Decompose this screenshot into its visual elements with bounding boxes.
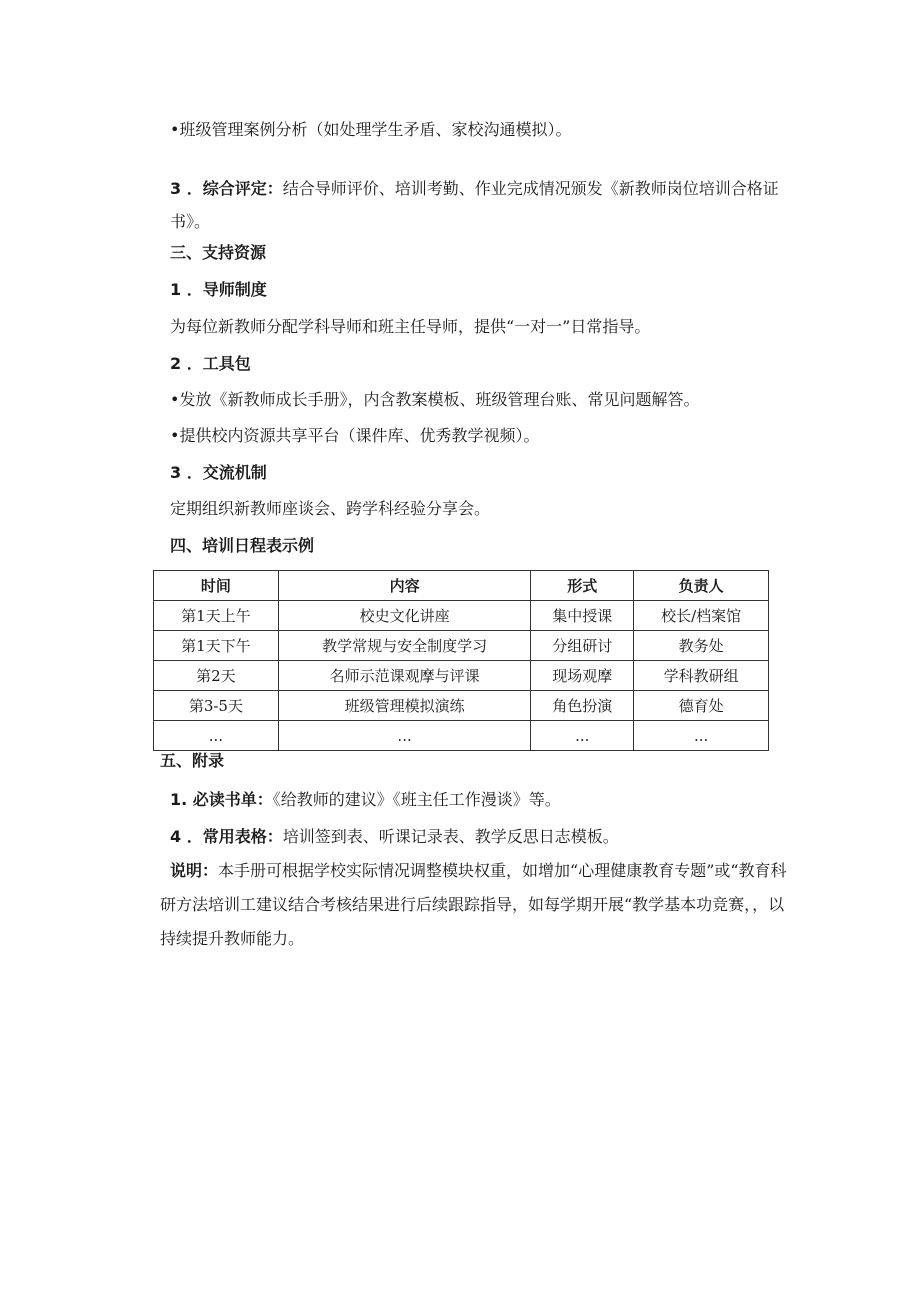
appendix-reading-list xyxy=(170,789,561,811)
mentor-text: 为每位新教师分配学科导师和班主任导师，提供“一对一”日常指导。 xyxy=(170,317,651,336)
item-label: 3 ．综合评定： xyxy=(170,179,283,198)
header-owner: 负责人 xyxy=(634,571,769,601)
section-heading-appendix: 五、附录 xyxy=(160,751,225,770)
cell-format: 分组研讨 xyxy=(531,631,634,661)
table-row xyxy=(154,601,769,631)
bullet-case-analysis: •班级管理案例分析（如处理学生矛盾、家校沟通模拟）。 xyxy=(170,120,572,139)
cell-time: ... xyxy=(154,721,279,751)
cell-owner: 德育处 xyxy=(634,691,769,721)
toolkit-bullet-handbook: •发放《新教师成长手册》，内含教案模板、班级管理台账、常见问题解答。 xyxy=(170,390,700,409)
toolkit-bullet-platform: •提供校内资源共享平台（课件库、优秀教学视频）。 xyxy=(170,426,540,445)
exchange-text: 定期组织新教师座谈会、跨学科经验分享会。 xyxy=(170,499,491,518)
table-row xyxy=(154,631,769,661)
cell-content: ... xyxy=(278,721,531,751)
header-content: 内容 xyxy=(278,571,531,601)
item-text: 培训签到表、听课记录表、教学反思日志模板。 xyxy=(282,827,619,846)
table-header-row xyxy=(154,571,769,601)
item-label: 1. 必读书单： xyxy=(170,790,273,809)
header-format: 形式 xyxy=(531,571,634,601)
cell-content: 名师示范课观摩与评课 xyxy=(278,661,531,691)
cell-format: 角色扮演 xyxy=(531,691,634,721)
appendix-forms xyxy=(170,826,619,848)
cell-content: 校史文化讲座 xyxy=(278,601,531,631)
cell-owner: ... xyxy=(634,721,769,751)
item-comprehensive-evaluation xyxy=(170,172,786,238)
cell-owner: 教务处 xyxy=(634,631,769,661)
cell-time: 第3-5天 xyxy=(154,691,279,721)
cell-owner: 学科教研组 xyxy=(634,661,769,691)
table-row xyxy=(154,661,769,691)
cell-time: 第1天下午 xyxy=(154,631,279,661)
cell-time: 第1天上午 xyxy=(154,601,279,631)
table-row xyxy=(154,721,769,751)
subheading-mentor: 1 ．导师制度 xyxy=(170,280,267,299)
cell-format: 集中授课 xyxy=(531,601,634,631)
section-heading-support: 三、支持资源 xyxy=(170,243,267,262)
note-text: 本手册可根据学校实际情况调整模块权重，如增加“心理健康教育专题”或“教育科研方法培训工建议结合考核结果进行后续跟踪指导，如每学期开展“教学基本功竞赛，，以持续提升教师能力。 xyxy=(160,861,787,948)
table-row xyxy=(154,691,769,721)
cell-owner: 校长/档案馆 xyxy=(634,601,769,631)
schedule-table xyxy=(153,570,769,751)
item-text: 结合导师评价、培训考勤、作业完成情况颁发《新教师岗位培训合格证书》。 xyxy=(170,179,779,231)
header-time: 时间 xyxy=(154,571,279,601)
item-label: 4 ．常用表格： xyxy=(170,827,283,846)
subheading-toolkit: 2 ．工具包 xyxy=(170,354,251,373)
cell-content: 班级管理模拟演练 xyxy=(278,691,531,721)
cell-content: 教学常规与安全制度学习 xyxy=(278,631,531,661)
cell-format: 现场观摩 xyxy=(531,661,634,691)
section-heading-schedule: 四、培训日程表示例 xyxy=(170,536,315,555)
subheading-exchange: 3 ．交流机制 xyxy=(170,463,267,482)
note-paragraph xyxy=(160,854,790,956)
item-text: 《给教师的建议》《班主任工作漫谈》等。 xyxy=(272,790,561,809)
cell-time: 第2天 xyxy=(154,661,279,691)
cell-format: ... xyxy=(531,721,634,751)
note-label: 说明： xyxy=(170,861,219,880)
